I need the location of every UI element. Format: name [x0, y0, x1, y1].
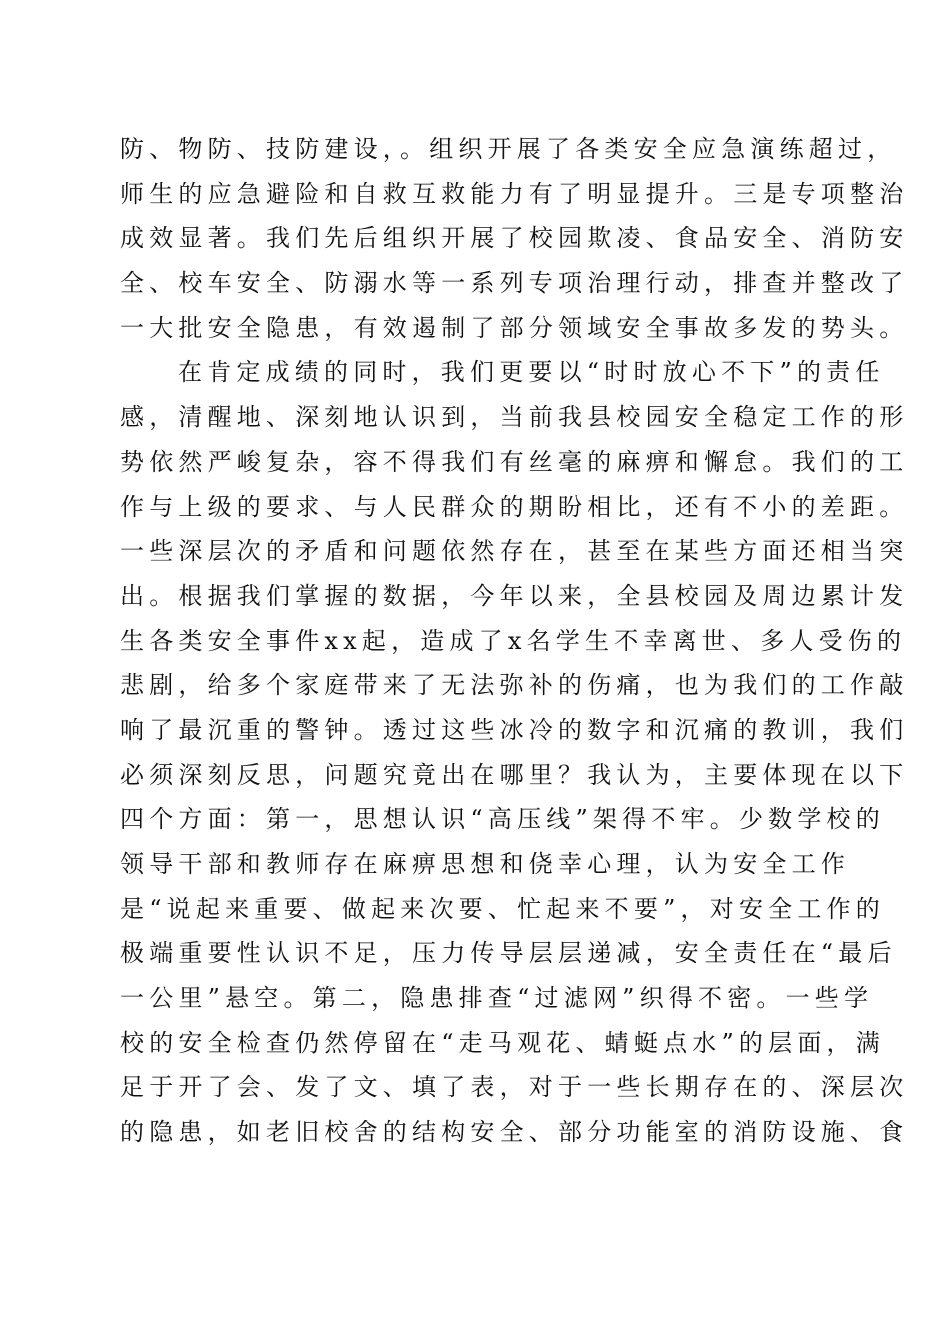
text-line: 感，清醒地、深刻地认识到，当前我县校园安全稳定工作的形	[120, 403, 909, 432]
text-line: 全、校车安全、防溺水等一系列专项治理行动，排查并整改了	[120, 269, 909, 298]
text-line: 成效显著。我们先后组织开展了校园欺凌、食品安全、消防安	[120, 224, 909, 253]
paragraph-first-line: 在肯定成绩的同时，我们更要以“时时放心不下”的责任	[178, 358, 885, 387]
text-line: 一些深层次的矛盾和问题依然存在，甚至在某些方面还相当突	[120, 537, 909, 566]
text-line: 一公里”悬空。第二，隐患排查“过滤网”织得不密。一些学	[120, 984, 874, 1013]
text-line: 领导干部和教师存在麻痹思想和侥幸心理，认为安全工作	[120, 850, 850, 878]
text-line: 响了最沉重的警钟。透过这些冰冷的数字和沉痛的教训，我们	[120, 715, 909, 744]
text-line: 足于开了会、发了文、填了表，对于一些长期存在的、深层次	[120, 1073, 909, 1102]
text-line: 生各类安全事件xx起，造成了x名学生不幸离世、多人受伤的	[120, 626, 907, 655]
text-line: 四个方面：第一，思想认识“高压线”架得不牢。少数学校的	[120, 805, 885, 834]
text-line: 必须深刻反思，问题究竟出在哪里？我认为，主要体现在以下	[120, 760, 909, 789]
text-line: 是“说起来重要、做起来次要、忙起来不要”，对安全工作的	[120, 894, 885, 923]
text-line: 防、物防、技防建设，。组织开展了各类安全应急演练超过，	[120, 135, 897, 163]
text-line: 师生的应急避险和自救互救能力有了明显提升。三是专项整治	[120, 179, 909, 208]
text-line: 出。根据我们掌握的数据，今年以来，全县校园及周边累计发	[120, 581, 909, 610]
text-line: 极端重要性认识不足，压力传导层层递减，安全责任在“最后	[120, 939, 897, 968]
text-line: 势依然严峻复杂，容不得我们有丝毫的麻痹和懈怠。我们的工	[120, 447, 909, 476]
text-line: 一大批安全隐患，有效遏制了部分领域安全事故多发的势头。	[120, 313, 909, 342]
text-line: 悲剧，给多个家庭带来了无法弥补的伤痛，也为我们的工作敲	[120, 671, 909, 700]
text-line: 作与上级的要求、与人民群众的期盼相比，还有不小的差距。	[120, 492, 909, 521]
body-text	[120, 127, 909, 1155]
text-line: 校的安全检查仍然停留在“走马观花、蜻蜓点水”的层面，满	[120, 1028, 885, 1057]
text-line: 的隐患，如老旧校舍的结构安全、部分功能室的消防设施、食	[120, 1118, 909, 1147]
